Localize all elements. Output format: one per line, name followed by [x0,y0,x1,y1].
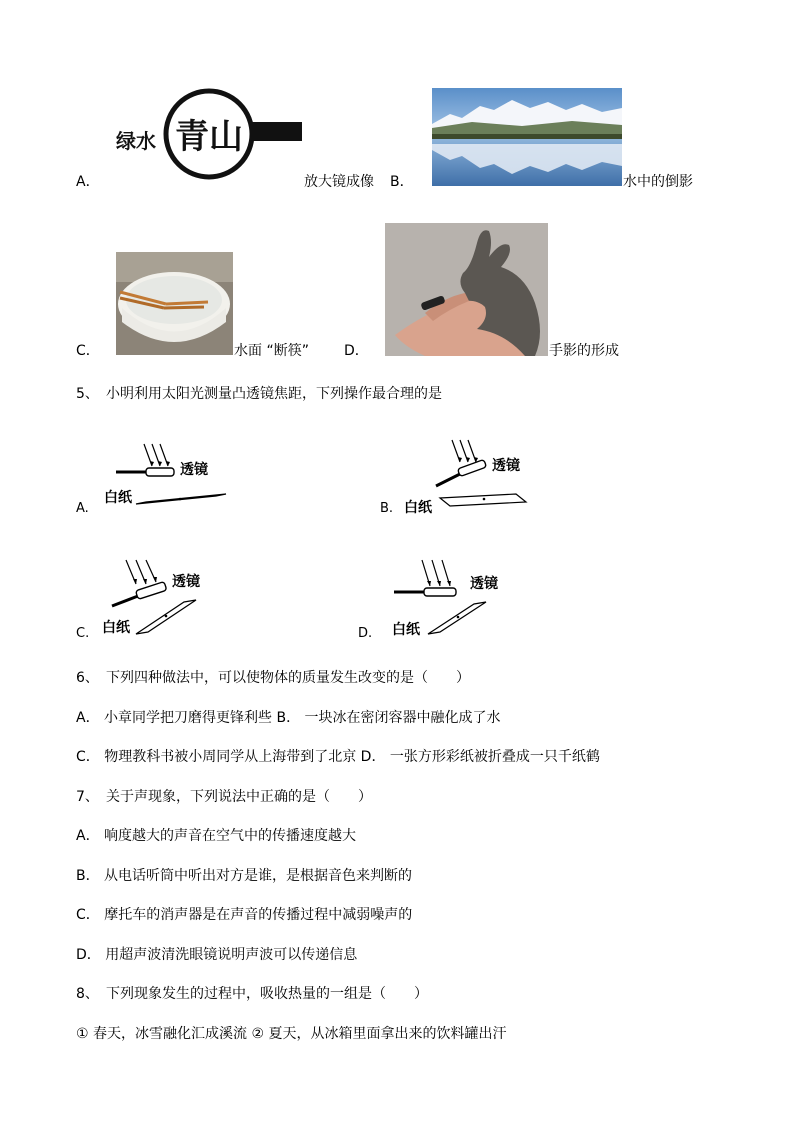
q7-question: 关于声现象，下列说法中正确的是（ ） [106,789,372,805]
q5-option-b-diagram [400,436,530,520]
lens-diagram-a [100,440,230,520]
q5-d-lens-label: 透镜 [470,576,498,592]
q4-option-b-image [432,88,622,186]
q4-option-d-caption: 手影的形成 [549,343,619,359]
q5-c-lens-label: 透镜 [172,574,200,590]
q4-option-b-letter: B． [390,174,414,190]
q5-d-paper-label: 白纸 [392,622,420,638]
q4-option-d-image [385,223,548,356]
q5-a-paper-label: 白纸 [104,490,132,506]
q5-option-d-letter: D. [358,626,373,641]
q4-option-a-image [112,88,304,180]
mountain-reflection-photo [432,88,622,186]
q4-option-a-letter: A． [76,174,100,190]
q5-b-lens-label: 透镜 [492,458,520,474]
q5-option-c-diagram [100,556,230,642]
q7-option-a: A． 响度越大的声音在空气中的传播速度越大 [76,828,357,844]
q5-a-lens-label: 透镜 [180,462,208,478]
q5-question: 小明利用太阳光测量凸透镜焦距，下列操作最合理的是 [106,386,442,402]
lens-diagram-d [390,556,520,642]
q5-option-a-diagram [100,440,230,520]
q7-number: 7、 [76,789,99,805]
magnifier-handle [250,122,302,141]
q4-option-d-letter: D． [344,343,369,359]
lens-diagram-b [400,436,530,520]
logo-text-lens: 青山 [175,117,243,157]
q6-question: 下列四种做法中，可以使物体的质量发生改变的是（ ） [106,670,470,686]
magnifier-illustration [112,88,304,180]
q5-b-paper-label: 白纸 [404,500,432,516]
q5-option-d-diagram [390,556,520,642]
q5-number: 5、 [76,386,99,402]
chopsticks-bowl-photo [116,252,233,355]
q8-options-line-1: ① 春天，冰雪融化汇成溪流 ② 夏天，从冰箱里面拿出来的饮料罐出汗 [76,1026,507,1042]
q7-option-c: C． 摩托车的消声器是在声音的传播过程中减弱噪声的 [76,907,413,923]
q4-option-c-caption: 水面 “断筷” [234,343,309,359]
q4-option-c-image [116,252,233,355]
q5-option-a-letter: A. [76,501,89,516]
hand-shadow-photo [385,223,548,356]
q6-options-line-2: C． 物理教科书被小周同学从上海带到了北京 D． 一张方形彩纸被折叠成一只千纸鹤 [76,749,600,765]
q4-option-c-letter: C． [76,343,100,359]
q5-option-b-letter: B. [380,501,394,516]
q7-option-d: D． 用超声波清洗眼镜说明声波可以传递信息 [76,947,358,963]
lens-diagram-c [100,556,230,642]
q4-option-a-caption: 放大镜成像 [304,174,374,190]
q8-number: 8、 [76,986,99,1002]
q5-c-paper-label: 白纸 [102,620,130,636]
q6-options-line-1: A． 小章同学把刀磨得更锋利些 B． 一块冰在密闭容器中融化成了水 [76,710,501,726]
logo-text-left: 绿水 [116,129,156,153]
q6-number: 6、 [76,670,99,686]
q5-option-c-letter: C. [76,626,90,641]
q8-question: 下列现象发生的过程中，吸收热量的一组是（ ） [106,986,428,1002]
q7-option-b: B． 从电话听筒中听出对方是谁，是根据音色来判断的 [76,868,413,884]
q4-option-b-caption: 水中的倒影 [623,174,693,190]
